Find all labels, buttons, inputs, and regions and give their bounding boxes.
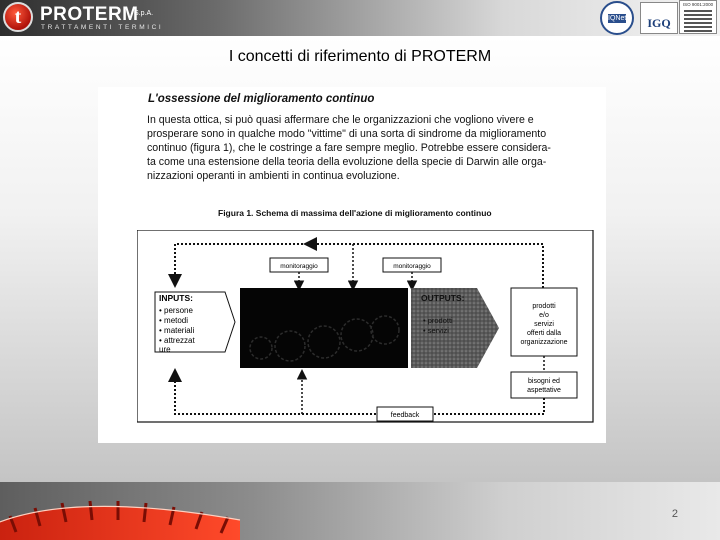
paragraph-line: nizzazioni operanti in ambienti in continua evoluzione. <box>147 170 400 182</box>
inputs-item: • attrezzat <box>159 336 195 345</box>
products-line: servizi <box>534 321 554 328</box>
inputs-title: INPUTS: <box>159 293 193 303</box>
products-line: organizzazione <box>520 339 568 346</box>
monitoring-label-left: monitoraggio <box>280 263 318 270</box>
footer-bar <box>0 482 720 540</box>
process-block <box>240 288 408 368</box>
inputs-item: • metodi <box>159 316 189 325</box>
improvement-diagram <box>137 230 595 424</box>
needs-box <box>511 372 577 398</box>
feedback-label: feedback <box>390 412 420 419</box>
monitoring-label-right: monitoraggio <box>393 263 431 270</box>
iqnet-certification-icon: IQNet <box>600 1 634 35</box>
inputs-item: ure <box>159 345 171 354</box>
paragraph-line: In questa ottica, si può quasi affermare che le organizzazioni che vogliono vivere e <box>147 114 534 126</box>
brand-suffix: S.p.A. <box>134 10 154 17</box>
products-line: offerti dalla <box>526 330 562 337</box>
inputs-item: • persone <box>159 306 193 315</box>
products-line: e/o <box>539 312 549 319</box>
needs-line: aspettative <box>527 387 561 394</box>
needs-line: bisogni ed <box>528 378 560 385</box>
iso-certification-icon: ISO 9001:2000 <box>679 0 717 34</box>
scan-paragraph <box>147 113 593 183</box>
feedback-loop-arrow <box>175 372 544 414</box>
outputs-item: • servizi <box>423 326 449 335</box>
igq-certification-icon: IGQ <box>640 2 678 34</box>
header-bar <box>0 0 720 36</box>
page-number: 2 <box>671 508 678 520</box>
red-gear-icon <box>0 486 250 540</box>
outputs-item: • prodotti <box>423 316 453 325</box>
brand-name: PROTERM <box>40 4 139 25</box>
brand-tagline: TRATTAMENTI TERMICI <box>41 24 164 31</box>
figure-caption: Figura 1. Schema di massima dell'azione di miglioramento continuo <box>218 208 492 218</box>
paragraph-line: ta come una estensione della teoria della evoluzione della specie di Darwin alle orga- <box>147 156 547 168</box>
scan-heading: L'ossessione del miglioramento continuo <box>148 93 375 105</box>
scanned-page <box>98 87 606 443</box>
paragraph-line: continuo (figura 1), che le costringe a fare sempre meglio. Potrebbe essere considera- <box>147 142 551 154</box>
slide-title: I concetti di riferimento di PROTERM <box>228 48 492 65</box>
products-line: prodotti <box>532 303 556 310</box>
inputs-item: • materiali <box>159 326 195 335</box>
outputs-title: OUTPUTS: <box>421 293 465 303</box>
paragraph-line: prosperare sono in qualche modo "vittime" di una sorta di sindrome da miglioramento <box>147 128 547 140</box>
proterm-logo-icon: t <box>3 2 33 32</box>
